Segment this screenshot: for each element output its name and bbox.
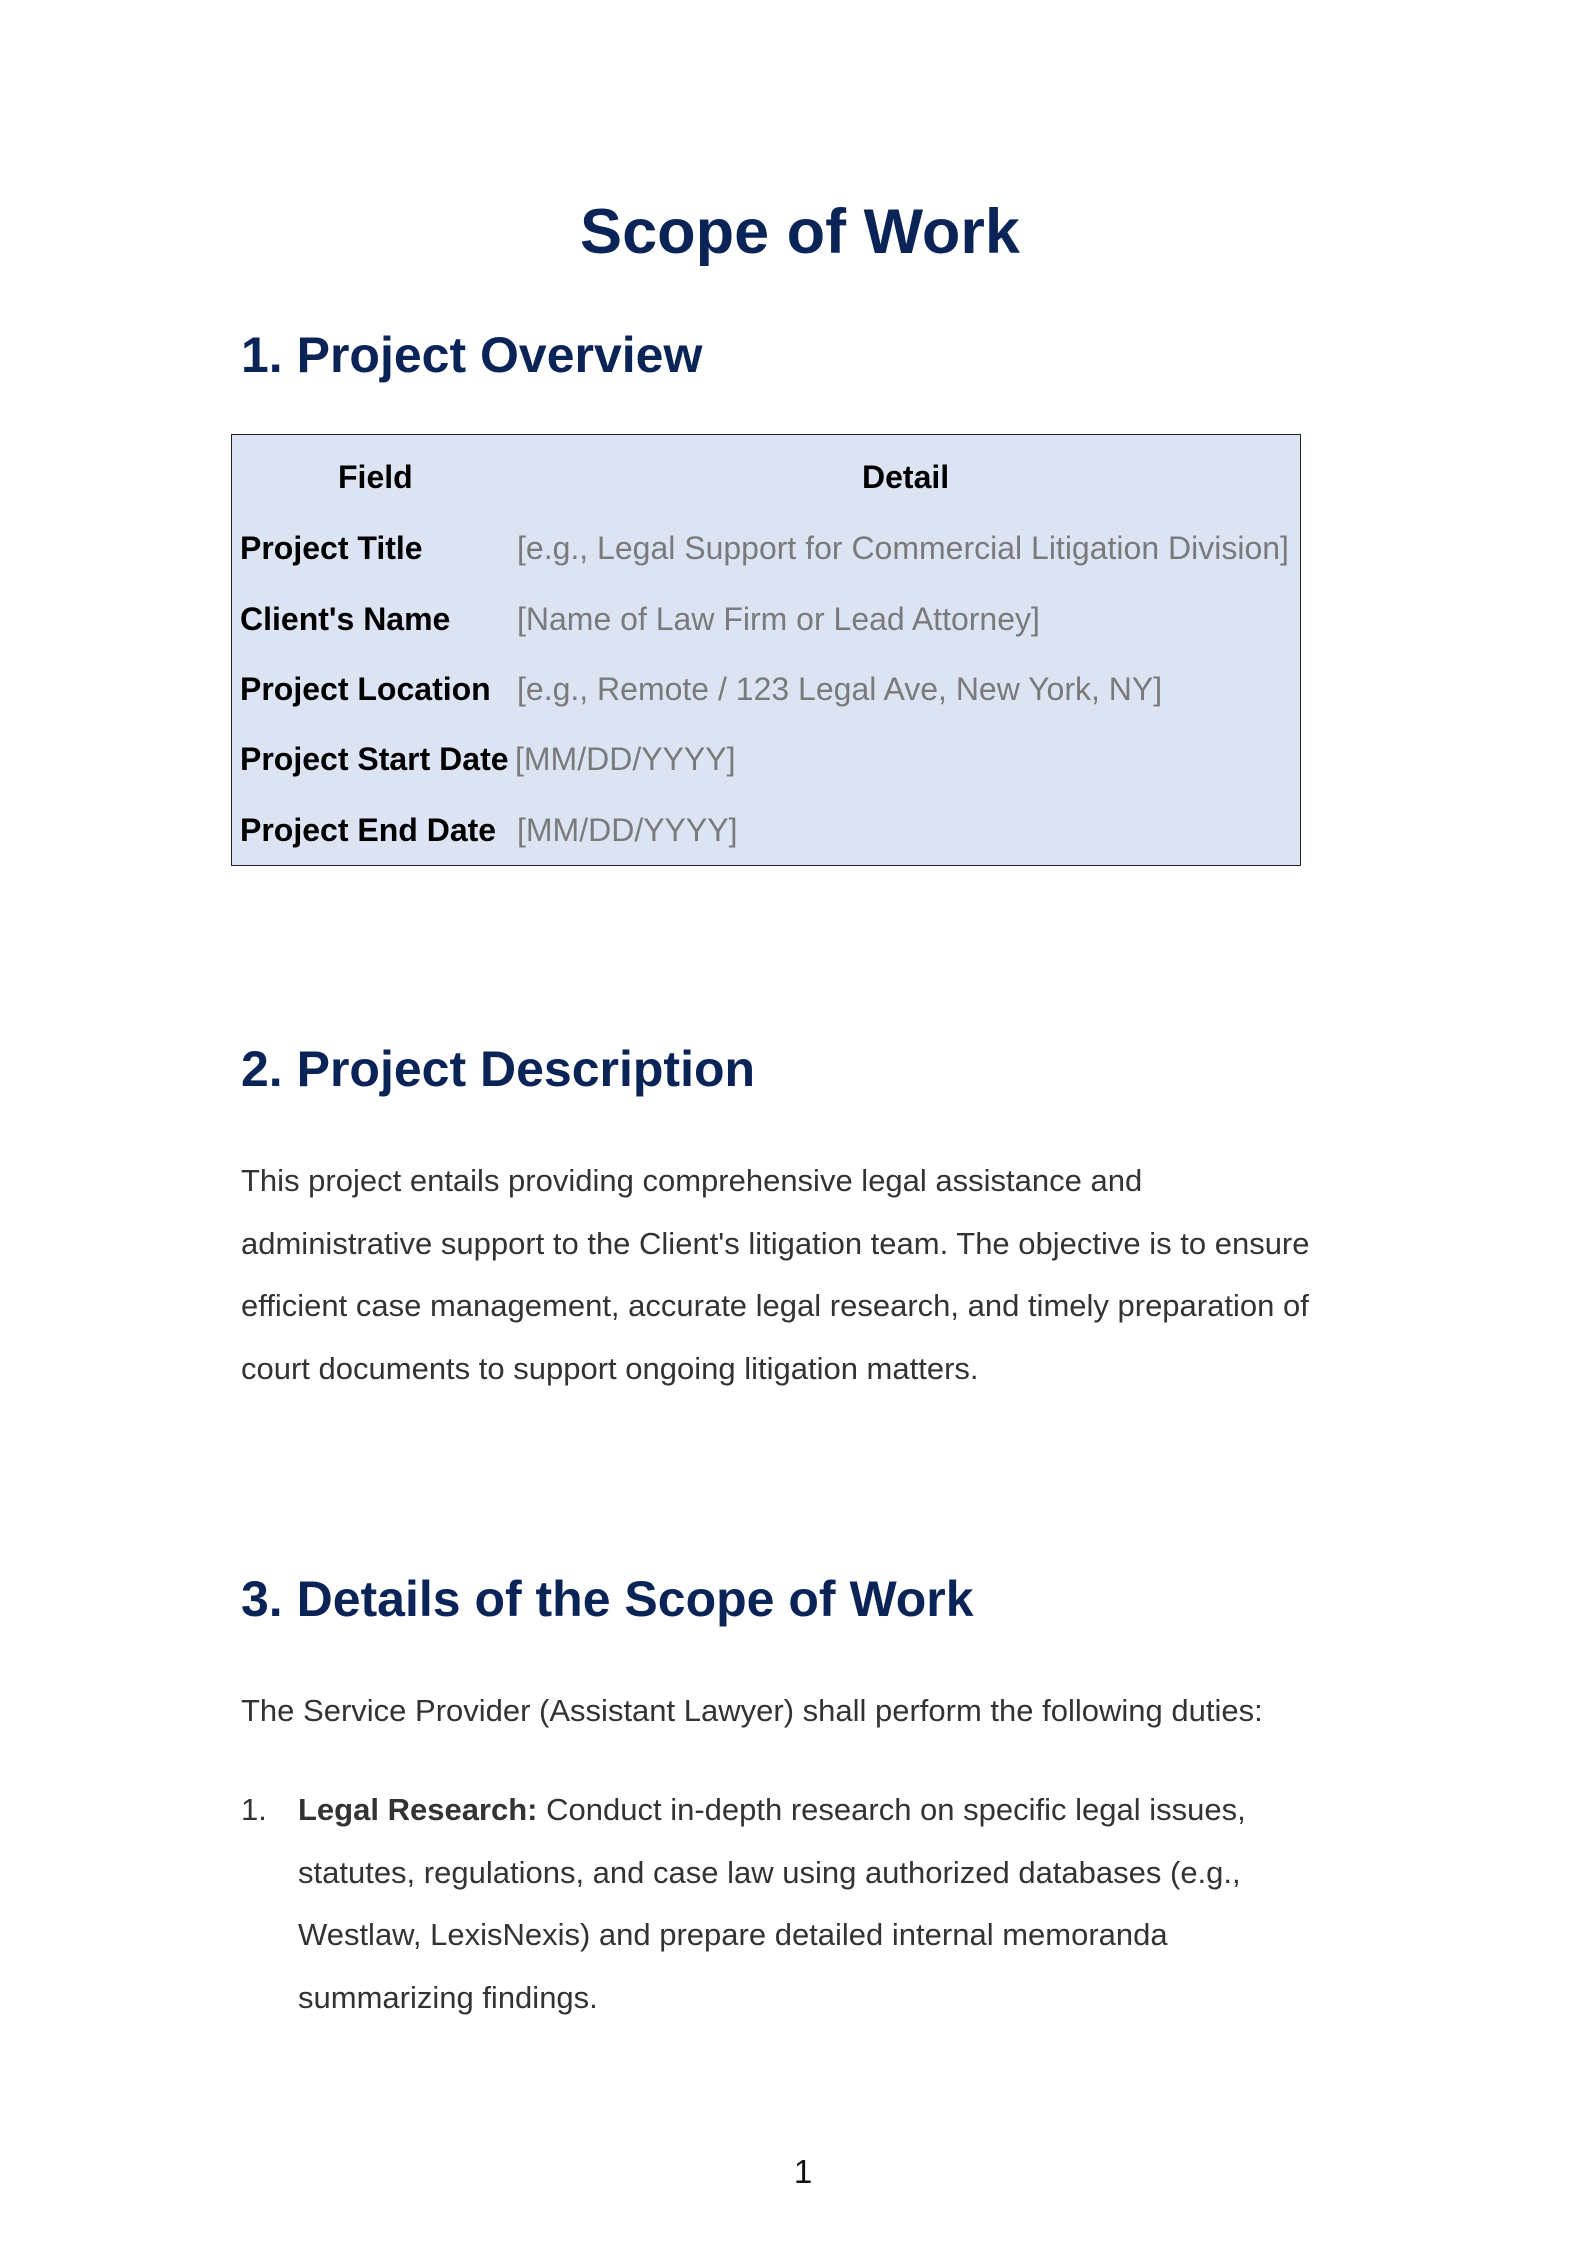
list-item	[241, 1779, 1351, 2029]
project-overview-table	[231, 434, 1301, 866]
row-value-project-end-date: [MM/DD/YYYY]	[517, 812, 738, 848]
section-heading-project-overview: 1. Project Overview	[241, 327, 703, 383]
row-value-project-title: [e.g., Legal Support for Commercial Litigation Division]	[517, 530, 1289, 566]
description-line: administrative support to the Client's litigation team. The objective is to ensure	[241, 1225, 1310, 1261]
list-item-number: 1.	[241, 1792, 267, 1827]
section-heading-scope-details: 3. Details of the Scope of Work	[241, 1571, 974, 1627]
table-header-field: Field	[338, 459, 413, 495]
row-label-project-location: Project Location	[240, 671, 491, 707]
list-item-title: Legal Research:	[298, 1792, 538, 1827]
page-number: 1	[793, 2153, 813, 2190]
description-line: court documents to support ongoing litigation matters.	[241, 1350, 979, 1386]
list-item-line: summarizing findings.	[298, 1979, 598, 2015]
document-title: Scope of Work	[580, 197, 1020, 267]
list-item-line: Westlaw, LexisNexis) and prepare detailed internal memoranda	[298, 1917, 1168, 1952]
list-item-line: Conduct in-depth research on specific legal issues,	[537, 1792, 1246, 1827]
description-line: efficient case management, accurate legal research, and timely preparation of	[241, 1288, 1309, 1323]
list-item-line: statutes, regulations, and case law using authorized databases (e.g.,	[298, 1854, 1241, 1890]
description-line: This project entails providing comprehensive legal assistance and	[241, 1163, 1143, 1198]
section-heading-project-description: 2. Project Description	[241, 1041, 756, 1097]
row-label-client-name: Client's Name	[240, 601, 451, 637]
table-header-detail: Detail	[862, 459, 950, 495]
row-label-project-start-date: Project Start Date	[240, 741, 509, 777]
row-value-client-name: [Name of Law Firm or Lead Attorney]	[517, 601, 1040, 637]
row-label-project-end-date: Project End Date	[240, 812, 497, 848]
row-value-project-start-date: [MM/DD/YYYY]	[515, 741, 736, 777]
project-description-paragraph	[241, 1150, 1361, 1400]
duties-list	[241, 1779, 1351, 2029]
row-value-project-location: [e.g., Remote / 123 Legal Ave, New York, NY]	[517, 671, 1163, 707]
row-label-project-title: Project Title	[240, 530, 423, 566]
list-item-text	[298, 1779, 1298, 2029]
scope-intro-text: The Service Provider (Assistant Lawyer) shall perform the following duties:	[241, 1693, 1263, 1728]
